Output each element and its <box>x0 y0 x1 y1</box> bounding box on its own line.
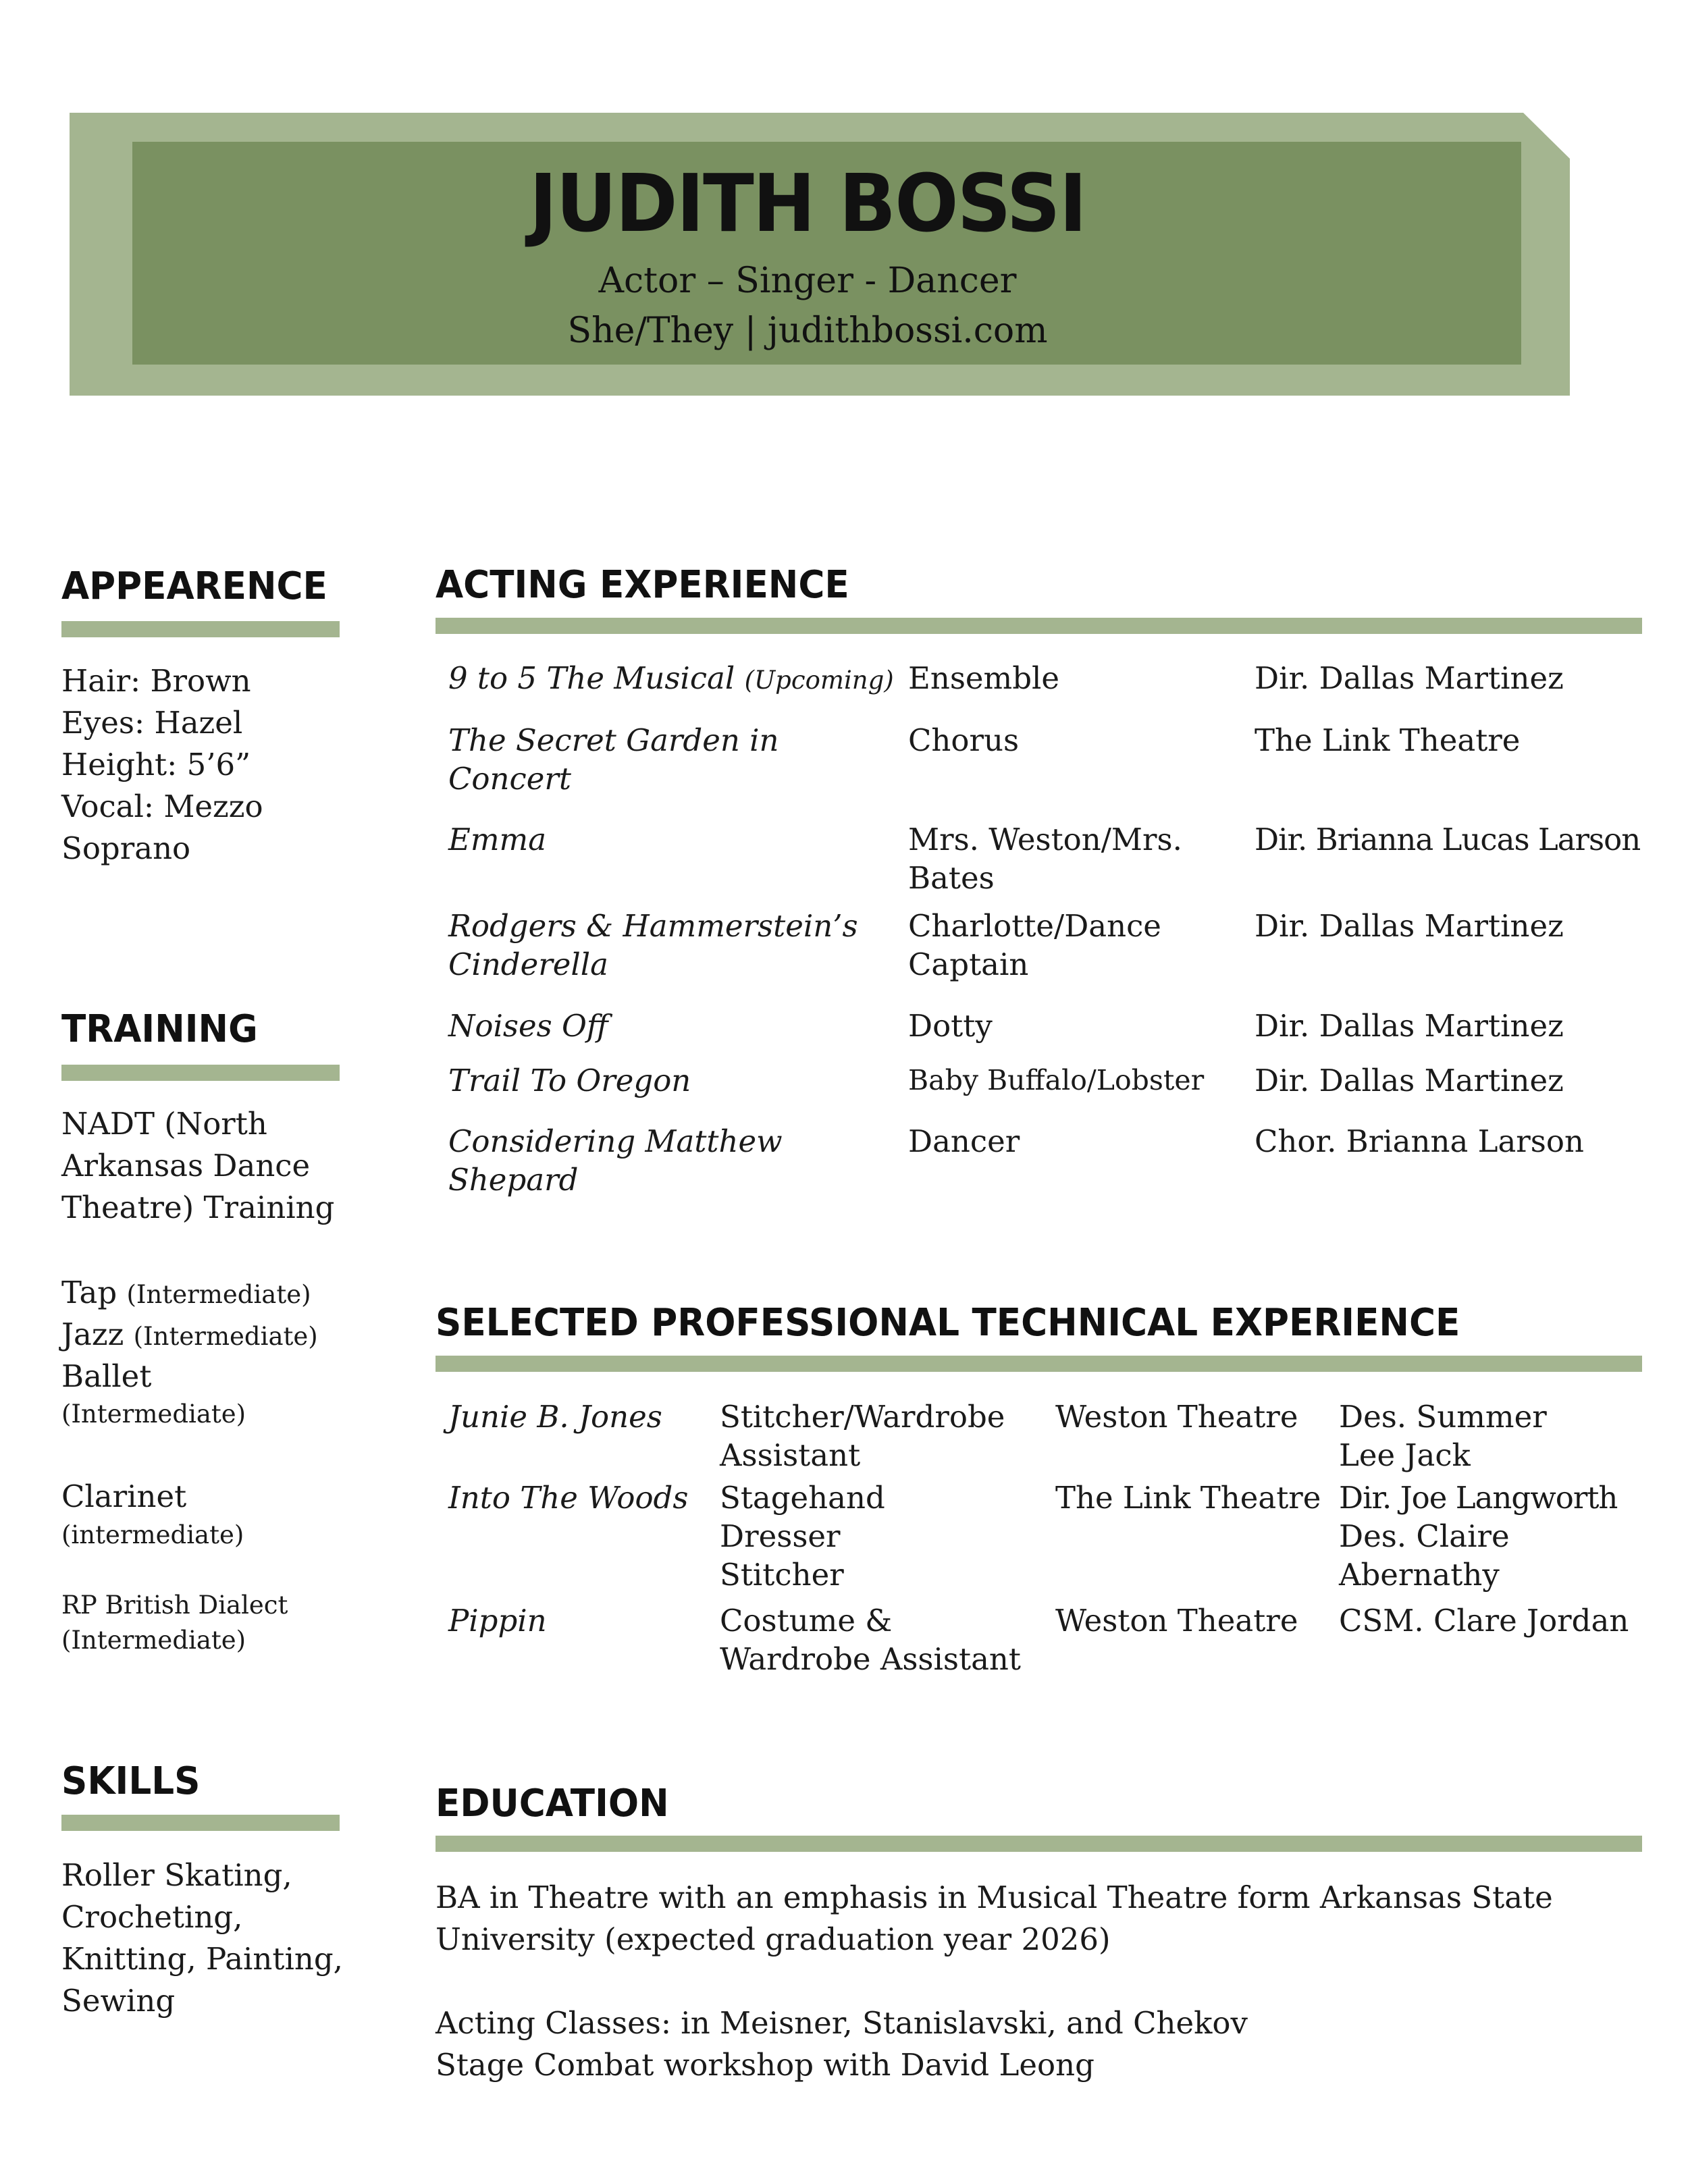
acting-title: Considering Matthew <box>448 1123 783 1159</box>
training-ballet-level: (Intermediate) <box>61 1400 246 1429</box>
training-dialect-level: (Intermediate) <box>61 1626 246 1655</box>
tech-title: Into The Woods <box>448 1480 689 1516</box>
tech-venue: Weston Theatre <box>1055 1399 1298 1435</box>
training-tap <box>61 1272 311 1316</box>
acting-credit: Chor. Brianna Larson <box>1255 1123 1584 1159</box>
tech-title: Pippin <box>448 1603 547 1639</box>
acting-title-cont: Shepard <box>448 1162 579 1198</box>
tech-venue: Weston Theatre <box>1055 1603 1298 1639</box>
acting-title-text: 9 to 5 The Musical <box>448 660 735 696</box>
education-degree: BA in Theatre with an emphasis in Musical Theatre form Arkansas State <box>436 1880 1553 1915</box>
acting-title: The Secret Garden in <box>448 722 779 758</box>
training-clarinet: Clarinet <box>61 1479 187 1514</box>
acting-title-cont: Concert <box>448 761 571 797</box>
tech-venue: The Link Theatre <box>1055 1480 1321 1516</box>
skills-rule <box>61 1815 340 1831</box>
acting-title <box>448 659 894 699</box>
tech-role: Stagehand <box>720 1480 885 1516</box>
training-dialect: RP British Dialect <box>61 1591 288 1620</box>
training-program-line: NADT (North <box>61 1106 267 1142</box>
acting-role: Mrs. Weston/Mrs. <box>908 822 1182 857</box>
acting-title-note: (Upcoming) <box>744 666 894 695</box>
tech-credit: CSM. Clare Jordan <box>1339 1603 1629 1639</box>
training-clarinet-level: (intermediate) <box>61 1520 244 1549</box>
acting-title: Emma <box>448 822 547 857</box>
dance-level: (Intermediate) <box>133 1322 318 1351</box>
candidate-name: JUDITH BOSSI <box>529 157 1086 250</box>
acting-credit: Dir. Dallas Martinez <box>1255 908 1564 944</box>
training-rule <box>61 1065 340 1081</box>
acting-role: Charlotte/Dance <box>908 908 1161 944</box>
contact-line: She/They | judithbossi.com <box>567 311 1048 351</box>
tech-credit: Des. Summer <box>1339 1399 1547 1435</box>
acting-heading: ACTING EXPERIENCE <box>436 563 849 607</box>
skills-line: Crocheting, <box>61 1899 243 1935</box>
education-classes: Acting Classes: in Meisner, Stanislavski, and Chekov <box>436 2005 1248 2041</box>
dance-style: Jazz <box>61 1316 124 1352</box>
dance-style: Tap <box>61 1275 117 1310</box>
skills-line: Knitting, Painting, <box>61 1941 343 1977</box>
tech-role: Stitcher/Wardrobe <box>720 1399 1005 1435</box>
acting-role-cont: Captain <box>908 947 1029 982</box>
acting-role: Ensemble <box>908 660 1060 696</box>
technical-heading: SELECTED PROFESSIONAL TECHNICAL EXPERIENCE <box>436 1301 1460 1345</box>
appearance-heading: APPEARENCE <box>61 564 327 608</box>
acting-rule <box>436 618 1642 634</box>
skills-line: Roller Skating, <box>61 1857 292 1893</box>
skills-heading: SKILLS <box>61 1759 201 1803</box>
acting-role: Dancer <box>908 1123 1020 1159</box>
appearance-vocal-cont: Soprano <box>61 830 191 866</box>
tech-role-cont: Assistant <box>720 1437 861 1473</box>
acting-credit: The Link Theatre <box>1255 722 1521 758</box>
tech-role: Costume & <box>720 1603 893 1639</box>
tech-role-cont: Dresser <box>720 1518 841 1554</box>
training-heading: TRAINING <box>61 1007 258 1051</box>
skills-line: Sewing <box>61 1983 176 2019</box>
education-degree-cont: University (expected graduation year 2026) <box>436 1921 1111 1957</box>
tech-credit: Dir. Joe Langworth <box>1339 1480 1618 1516</box>
tech-credit-cont: Abernathy <box>1339 1557 1500 1593</box>
acting-title: Rodgers & Hammerstein’s <box>448 908 858 944</box>
training-jazz <box>61 1314 318 1358</box>
education-rule <box>436 1836 1642 1852</box>
appearance-height: Height: 5’6” <box>61 747 251 782</box>
tech-credit-cont: Des. Claire <box>1339 1518 1510 1554</box>
acting-role: Baby Buffalo/Lobster <box>908 1064 1205 1096</box>
dance-level: (Intermediate) <box>126 1280 311 1309</box>
acting-role: Dotty <box>908 1008 993 1044</box>
acting-role-cont: Bates <box>908 860 995 896</box>
acting-title: Noises Off <box>448 1008 608 1044</box>
acting-credit: Dir. Brianna Lucas Larson <box>1255 822 1641 857</box>
tech-role-cont: Stitcher <box>720 1557 844 1593</box>
tagline: Actor – Singer - Dancer <box>598 261 1017 301</box>
acting-credit: Dir. Dallas Martinez <box>1255 1008 1564 1044</box>
appearance-eyes: Eyes: Hazel <box>61 705 243 741</box>
appearance-rule <box>61 621 340 637</box>
acting-role: Chorus <box>908 722 1020 758</box>
training-program-line: Arkansas Dance <box>61 1148 311 1183</box>
acting-title: Trail To Oregon <box>448 1063 691 1098</box>
acting-title-cont: Cinderella <box>448 947 608 982</box>
tech-credit-cont: Lee Jack <box>1339 1437 1471 1473</box>
appearance-vocal: Vocal: Mezzo <box>61 789 263 824</box>
acting-credit: Dir. Dallas Martinez <box>1255 1063 1564 1098</box>
training-ballet: Ballet <box>61 1358 152 1394</box>
tech-title: Junie B. Jones <box>448 1399 662 1435</box>
technical-rule <box>436 1356 1642 1372</box>
education-heading: EDUCATION <box>436 1782 669 1826</box>
appearance-hair: Hair: Brown <box>61 663 251 699</box>
training-program-line: Theatre) Training <box>61 1190 335 1225</box>
acting-credit: Dir. Dallas Martinez <box>1255 660 1564 696</box>
tech-role-cont: Wardrobe Assistant <box>720 1641 1021 1677</box>
education-workshop: Stage Combat workshop with David Leong <box>436 2047 1094 2083</box>
